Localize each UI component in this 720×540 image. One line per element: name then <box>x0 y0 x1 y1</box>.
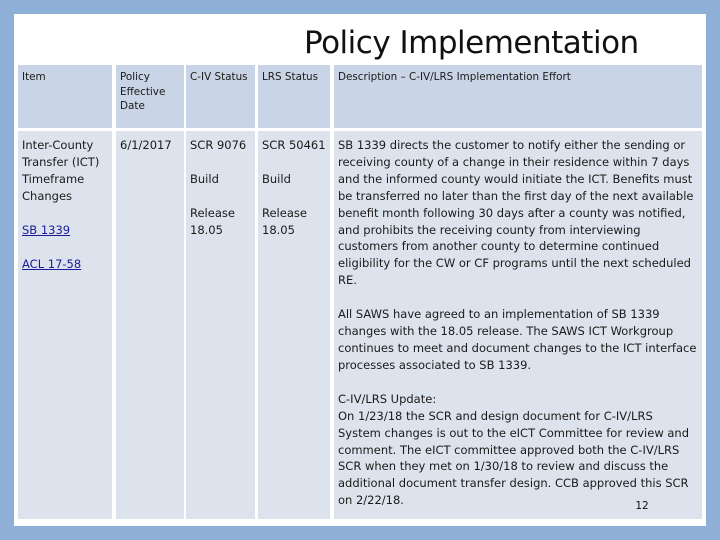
header-effective-date: Policy Effective Date <box>116 65 184 128</box>
lrs-build: Build <box>262 171 291 186</box>
civ-scr: SCR 9076 <box>190 138 247 152</box>
cell-lrs-status <box>258 131 330 519</box>
cell-civ-status <box>186 131 255 519</box>
slide-title: Policy Implementation <box>304 25 639 61</box>
header-lrs-status: LRS Status <box>258 65 330 128</box>
sb-1339-link[interactable]: SB 1339 <box>22 222 71 237</box>
civ-build: Build <box>190 171 219 186</box>
slide <box>14 14 706 526</box>
description-paragraph-1: SB 1339 directs the customer to notify either the sending or receiving county of a change in their residence within 7 days and the informed county would initiate the ICT. Benefits must be transferred no later than the first day of the next available benefit month following 30 days after a county was notified, and prohibits the receiving county from interviewing customers from another county to determine continued eligibility for the CW or CF programs until the next scheduled RE. <box>338 138 694 288</box>
description-paragraph-3: On 1/23/18 the SCR and design document for C-IV/LRS System changes is out to the eICT Committee for review and comment. The eICT committee approved both the C-IV/LRS SCR when they met on 1/30/18 to review and discuss the additional document transfer design. CCB approved this SCR on 2/22/18. <box>338 408 690 508</box>
effective-date: 6/1/2017 <box>120 138 172 152</box>
civ-release: Release 18.05 <box>190 205 235 237</box>
description-paragraph-2: All SAWS have agreed to an implementation of SB 1339 changes with the 18.05 release. The SAWS ICT Workgroup continues to meet and document changes to the ICT interface processes associated to SB 1339. <box>338 307 697 372</box>
page-number: 12 <box>635 500 649 512</box>
cell-item <box>18 131 112 519</box>
header-description: Description – C-IV/LRS Implementation Effort <box>334 65 702 128</box>
header-civ-status: C-IV Status <box>186 65 255 128</box>
header-item: Item <box>18 65 112 128</box>
update-heading: C-IV/LRS Update: <box>338 391 437 406</box>
cell-effective-date <box>116 131 184 519</box>
item-name: Inter-County Transfer (ICT) Timeframe Changes <box>22 138 100 203</box>
acl-17-58-link[interactable]: ACL 17-58 <box>22 256 82 271</box>
lrs-scr: SCR 50461 <box>262 138 326 152</box>
cell-description <box>334 131 702 519</box>
lrs-release: Release 18.05 <box>262 205 307 237</box>
